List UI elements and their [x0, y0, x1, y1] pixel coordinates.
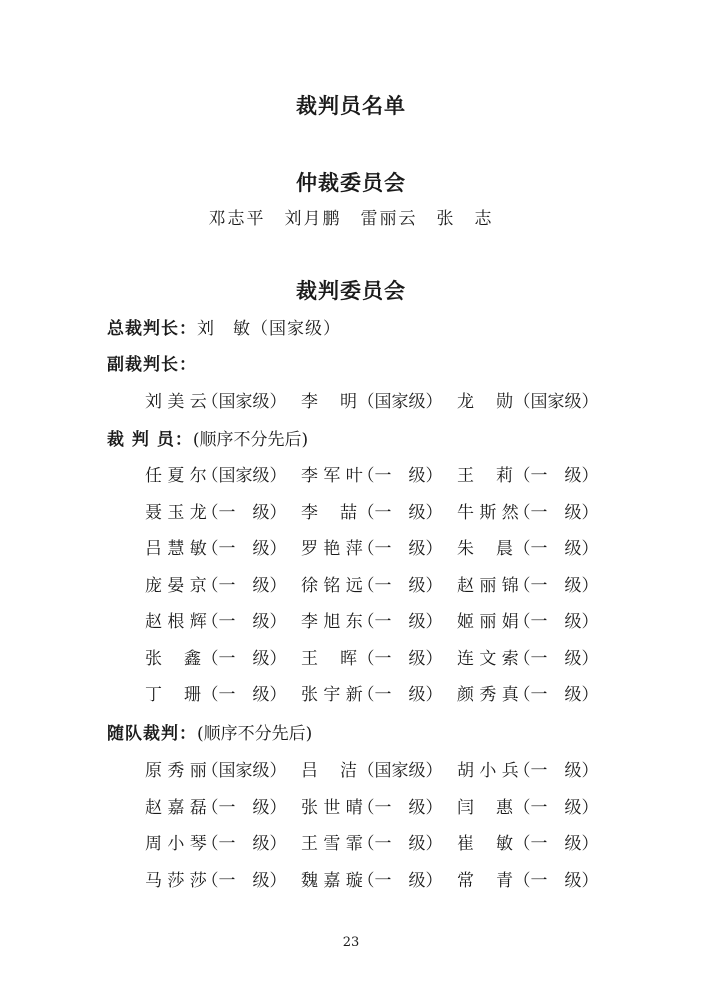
deputy-referee-name: 李 明	[301, 392, 357, 412]
chief-referee-value: 刘 敏（国家级）	[197, 319, 341, 339]
team-referee-entry	[301, 756, 443, 781]
referee-name: 牛 斯 然	[457, 502, 519, 523]
team-referee-level: （一 级）	[513, 797, 599, 818]
referee-entry	[145, 534, 287, 559]
referee-committee-heading: 裁判委员会	[296, 279, 406, 303]
team-referee-entry	[145, 756, 287, 781]
referee-level: （一 级）	[513, 575, 599, 596]
team-referee-entry	[457, 756, 599, 781]
team-referee-level: （一 级）	[513, 761, 599, 781]
referee-entry	[145, 571, 287, 596]
team-referee-entry	[457, 829, 599, 854]
referee-level: （一 级）	[201, 539, 287, 559]
team-referee-level: （一 级）	[201, 870, 287, 891]
referee-level: （一 级）	[357, 648, 443, 669]
referee-name: 王 莉	[457, 466, 513, 486]
arbitration-committee-heading: 仲裁委员会	[296, 171, 406, 195]
referee-level: （一 级）	[357, 612, 443, 632]
referee-name: 李 军 叶	[301, 466, 363, 486]
team-referee-entry	[457, 866, 599, 891]
team-referee-level: （国家级）	[201, 761, 287, 781]
referee-level: （一 级）	[357, 575, 443, 596]
arbitration-committee-members: 邓志平 刘月鹏 雷丽云 张 志	[208, 209, 494, 229]
referee-level: （国家级）	[201, 466, 287, 486]
referee-name: 姬 丽 娟	[457, 612, 519, 632]
deputy-referee-level: （国家级）	[201, 392, 287, 412]
referee-level: （一 级）	[357, 539, 443, 559]
chief-referee-line	[107, 314, 341, 339]
referees-note: (顺序不分先后)	[192, 430, 309, 450]
referee-entry	[301, 534, 443, 559]
referee-level: （一 级）	[201, 575, 287, 596]
team-referee-name: 崔 敏	[457, 834, 513, 854]
referee-name: 颜 秀 真	[457, 685, 519, 705]
team-referee-level: （一 级）	[513, 870, 599, 891]
team-referee-entry	[301, 866, 443, 891]
referee-level: （一 级）	[513, 539, 599, 559]
referee-name: 张 鑫	[145, 648, 201, 669]
referee-name: 赵 丽 锦	[457, 575, 519, 596]
referee-entry	[301, 644, 443, 669]
referee-entry	[457, 644, 599, 669]
referee-name: 聂 玉 龙	[145, 502, 207, 523]
referee-entry	[457, 498, 599, 523]
referees-heading	[107, 425, 308, 450]
team-referee-name: 张 世 晴	[301, 797, 363, 818]
team-referees-label: 随队裁判：	[107, 724, 197, 744]
deputy-referee-name: 龙 勋	[457, 392, 513, 412]
deputy-referee-entry	[457, 387, 599, 412]
referee-entry	[301, 498, 443, 523]
team-referee-entry	[145, 866, 287, 891]
page-title: 裁判员名单	[296, 94, 406, 118]
referee-name: 丁 珊	[145, 685, 201, 705]
referee-level: （一 级）	[357, 685, 443, 705]
referee-name: 张 宇 新	[301, 685, 363, 705]
referee-name: 罗 艳 萍	[301, 539, 363, 559]
referee-level: （一 级）	[201, 648, 287, 669]
team-referee-level: （国家级）	[357, 761, 443, 781]
team-referee-entry	[145, 829, 287, 854]
chief-referee-label: 总裁判长：	[107, 319, 197, 339]
referee-name: 吕 慧 敏	[145, 539, 207, 559]
team-referee-name: 常 青	[457, 870, 513, 891]
referee-level: （一 级）	[513, 466, 599, 486]
referee-entry	[145, 680, 287, 705]
referee-name: 李 喆	[301, 502, 357, 523]
referee-entry	[301, 680, 443, 705]
referee-level: （一 级）	[201, 612, 287, 632]
team-referee-level: （一 级）	[513, 834, 599, 854]
deputy-referee-entry	[301, 387, 443, 412]
referee-entry	[457, 534, 599, 559]
referee-entry	[145, 461, 287, 486]
deputy-referee-level: （国家级）	[357, 392, 443, 412]
referee-entry	[457, 461, 599, 486]
referee-level: （一 级）	[513, 685, 599, 705]
team-referee-name: 马 莎 莎	[145, 870, 207, 891]
team-referee-name: 闫 惠	[457, 797, 513, 818]
team-referee-level: （一 级）	[201, 834, 287, 854]
team-referee-entry	[301, 829, 443, 854]
referee-entry	[145, 644, 287, 669]
team-referee-name: 王 雪 霏	[301, 834, 363, 854]
referee-level: （一 级）	[357, 502, 443, 523]
team-referee-name: 赵 嘉 磊	[145, 797, 207, 818]
referee-name: 徐 铭 远	[301, 575, 363, 596]
deputy-referee-entry	[145, 387, 287, 412]
referee-entry	[457, 571, 599, 596]
team-referee-name: 胡 小 兵	[457, 761, 519, 781]
referee-entry	[145, 498, 287, 523]
team-referee-name: 魏 嘉 璇	[301, 870, 363, 891]
referee-entry	[145, 607, 287, 632]
referee-entry	[301, 461, 443, 486]
referee-name: 庞 晏 京	[145, 575, 207, 596]
referee-level: （一 级）	[513, 612, 599, 632]
referee-level: （一 级）	[513, 648, 599, 669]
referee-name: 任 夏 尔	[145, 466, 207, 486]
deputy-referee-label: 副裁判长：	[107, 355, 197, 375]
referee-level: （一 级）	[513, 502, 599, 523]
referee-level: （一 级）	[201, 685, 287, 705]
referee-entry	[301, 571, 443, 596]
team-referee-name: 周 小 琴	[145, 834, 207, 854]
team-referee-entry	[457, 793, 599, 818]
team-referee-level: （一 级）	[201, 797, 287, 818]
referees-label: 裁 判 员：	[107, 430, 193, 450]
team-referee-entry	[301, 793, 443, 818]
deputy-referee-level: （国家级）	[513, 392, 599, 412]
referee-level: （一 级）	[357, 466, 443, 486]
team-referee-level: （一 级）	[357, 834, 443, 854]
team-referees-note: (顺序不分先后)	[197, 724, 313, 744]
referee-entry	[301, 607, 443, 632]
referee-entry	[457, 607, 599, 632]
referee-level: （一 级）	[201, 502, 287, 523]
referee-name: 李 旭 东	[301, 612, 363, 632]
referee-name: 朱 晨	[457, 539, 513, 559]
team-referees-heading	[107, 719, 312, 744]
team-referee-level: （一 级）	[357, 797, 443, 818]
referee-name: 王 晖	[301, 648, 357, 669]
referee-entry	[457, 680, 599, 705]
team-referee-name: 吕 洁	[301, 761, 357, 781]
referee-name: 连 文 索	[457, 648, 519, 669]
page-number: 23	[342, 935, 360, 950]
referee-name: 赵 根 辉	[145, 612, 207, 632]
team-referee-level: （一 级）	[357, 870, 443, 891]
team-referee-name: 原 秀 丽	[145, 761, 207, 781]
deputy-referee-name: 刘 美 云	[145, 392, 207, 412]
team-referee-entry	[145, 793, 287, 818]
